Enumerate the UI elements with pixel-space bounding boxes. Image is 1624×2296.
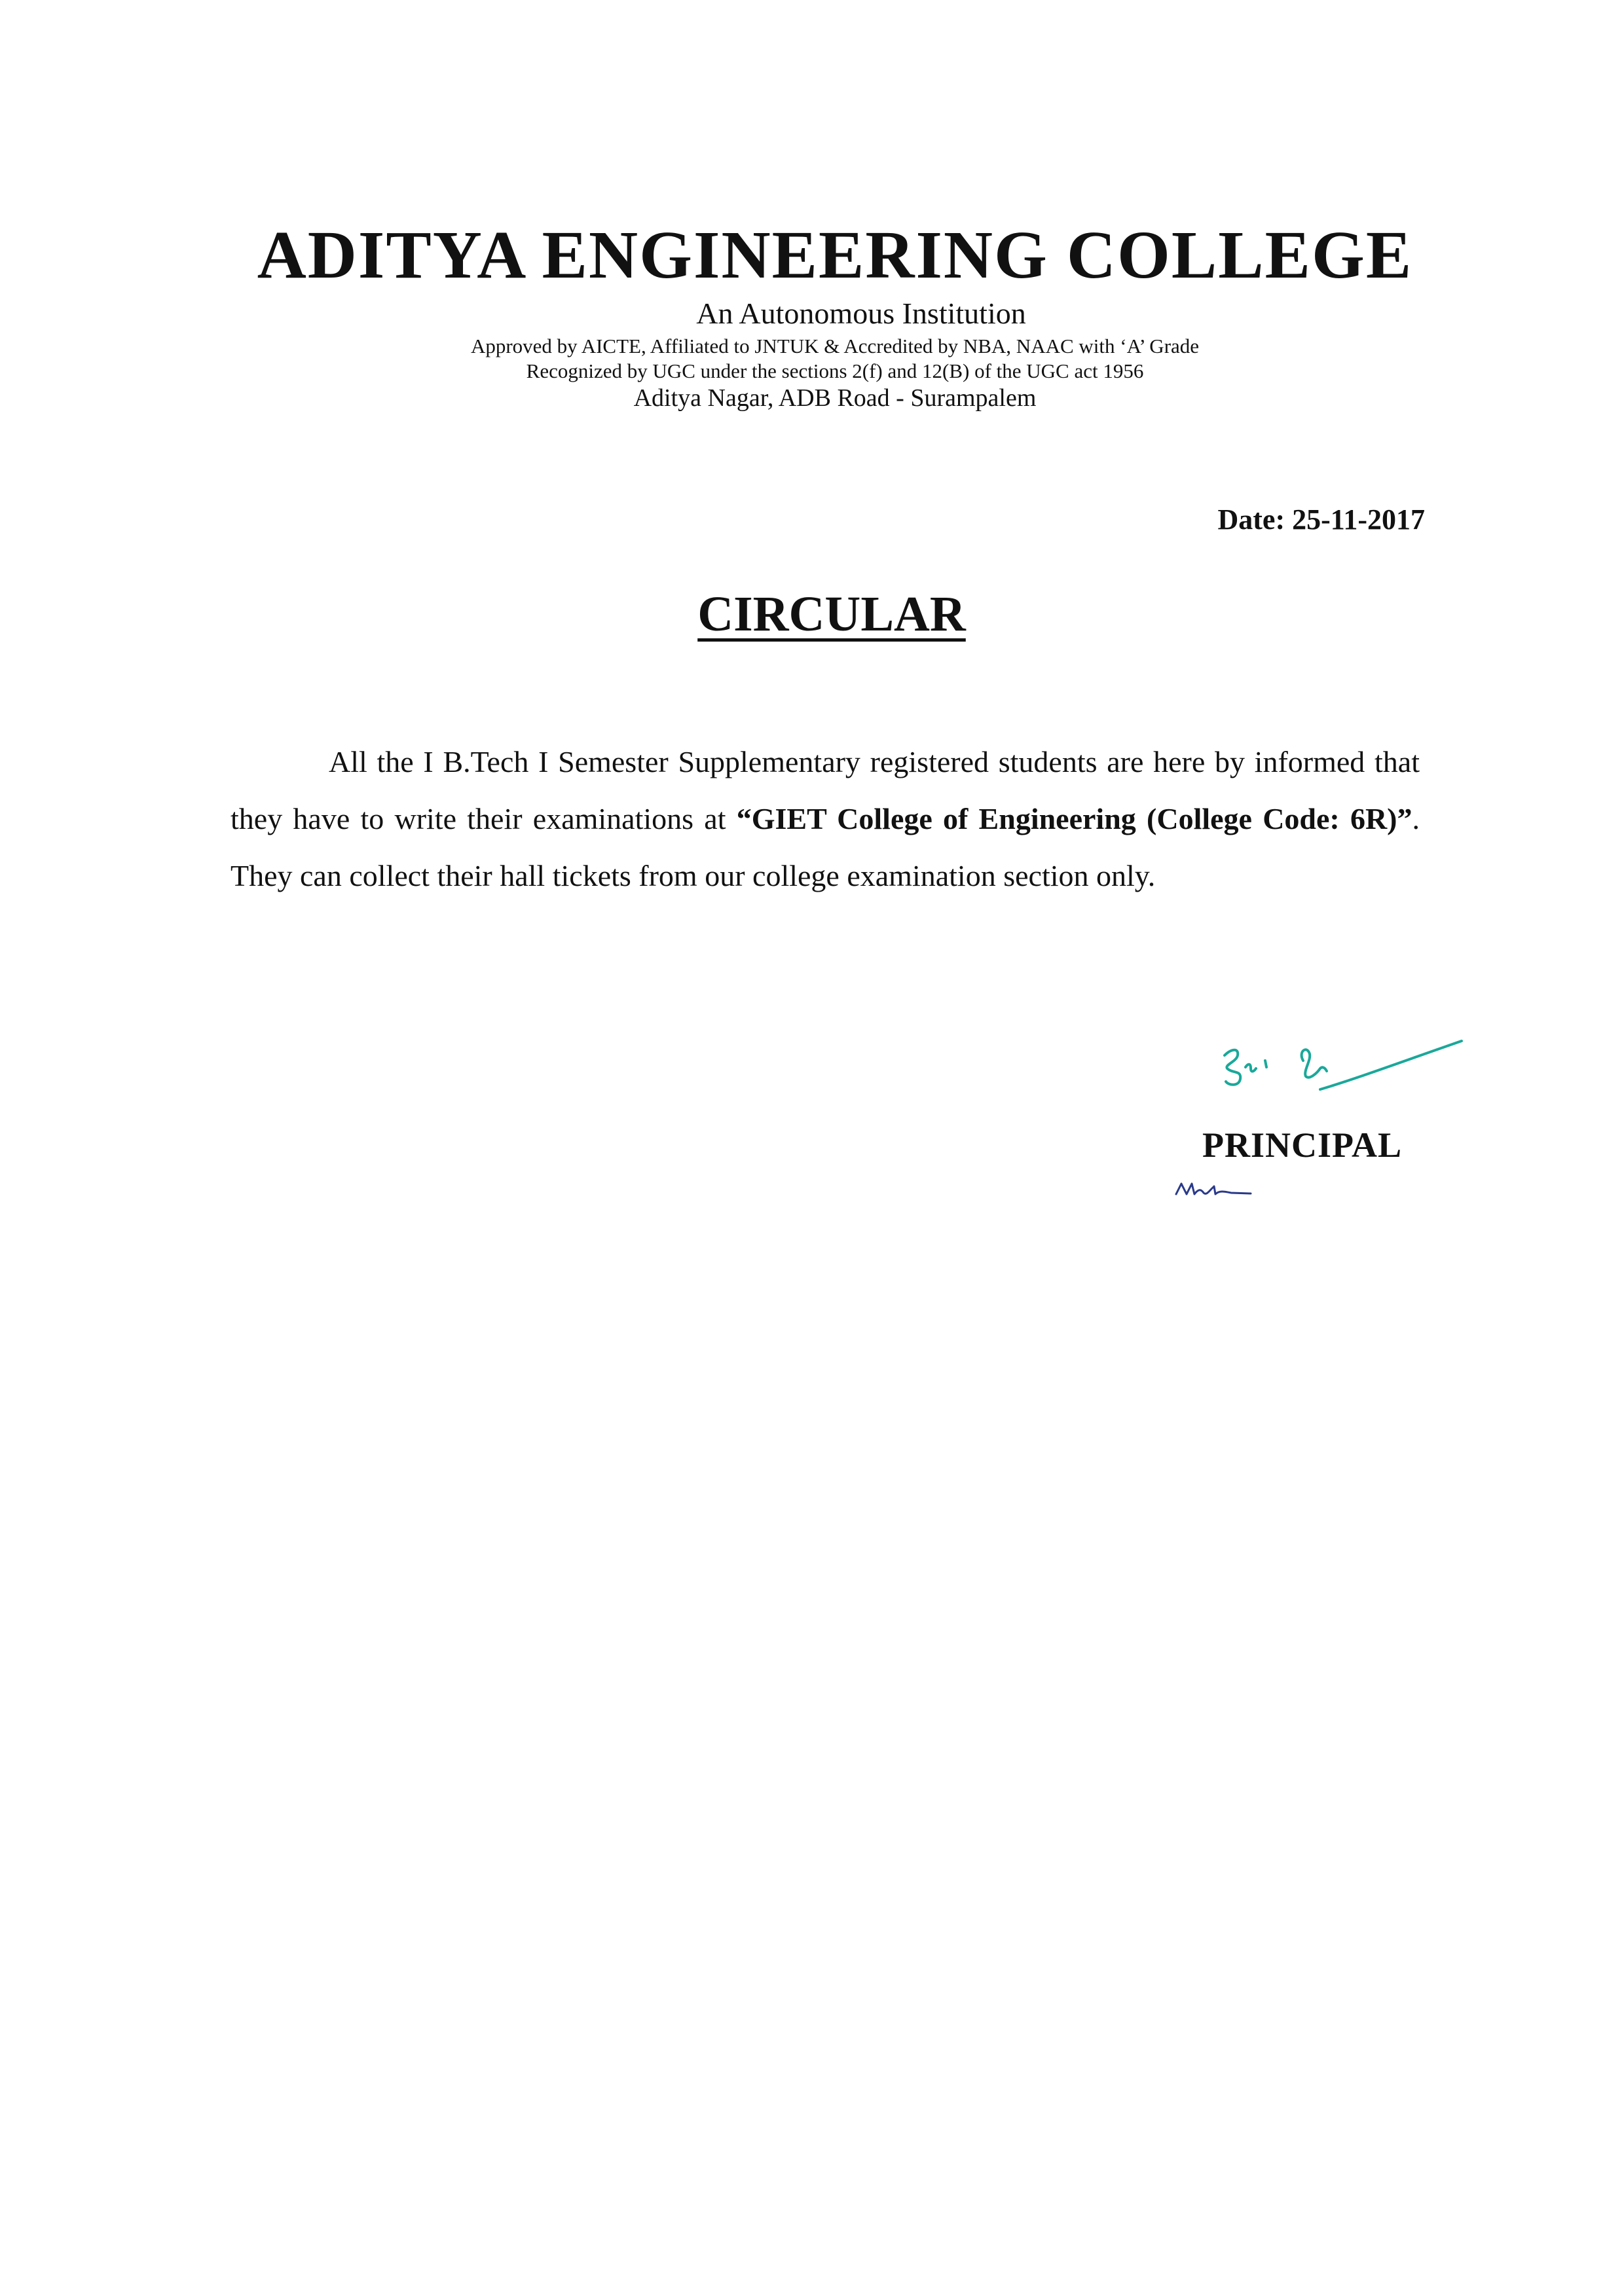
signature-strokes (1225, 1041, 1462, 1089)
college-address: Aditya Nagar, ADB Road - Surampalem (633, 384, 1037, 412)
circular-title: CIRCULAR (697, 587, 966, 642)
institution-tagline: An Autonomous Institution (696, 297, 1026, 330)
body-text-part: . They can collect their hall tickets from our college examination section only. (231, 802, 1420, 892)
approval-line: Approved by AICTE, Affiliated to JNTUK & Accredited by NBA, NAAC with ‘A’ Grade (470, 335, 1200, 357)
recognition-line: Recognized by UGC under the sections 2(f) and 12(B) of the UGC act 1956 (526, 359, 1144, 382)
principal-signature (1205, 1008, 1467, 1126)
college-name: ADITYA ENGINEERING COLLEGE (257, 217, 1413, 293)
body-text-part: All the I B.Tech I Semester Supplementary registered students are here by informed that they have to write their examinations at (231, 745, 1420, 835)
signatory-title: PRINCIPAL (1202, 1125, 1402, 1165)
circular-body (231, 733, 1420, 904)
exam-center-name: “GIET College of Engineering (College Code: 6R)” (736, 802, 1412, 835)
circular-date: Date: 25-11-2017 (1217, 503, 1425, 536)
initials-stroke (1176, 1184, 1251, 1194)
handwritten-initials (1172, 1172, 1257, 1205)
accreditation-block (0, 334, 1624, 384)
